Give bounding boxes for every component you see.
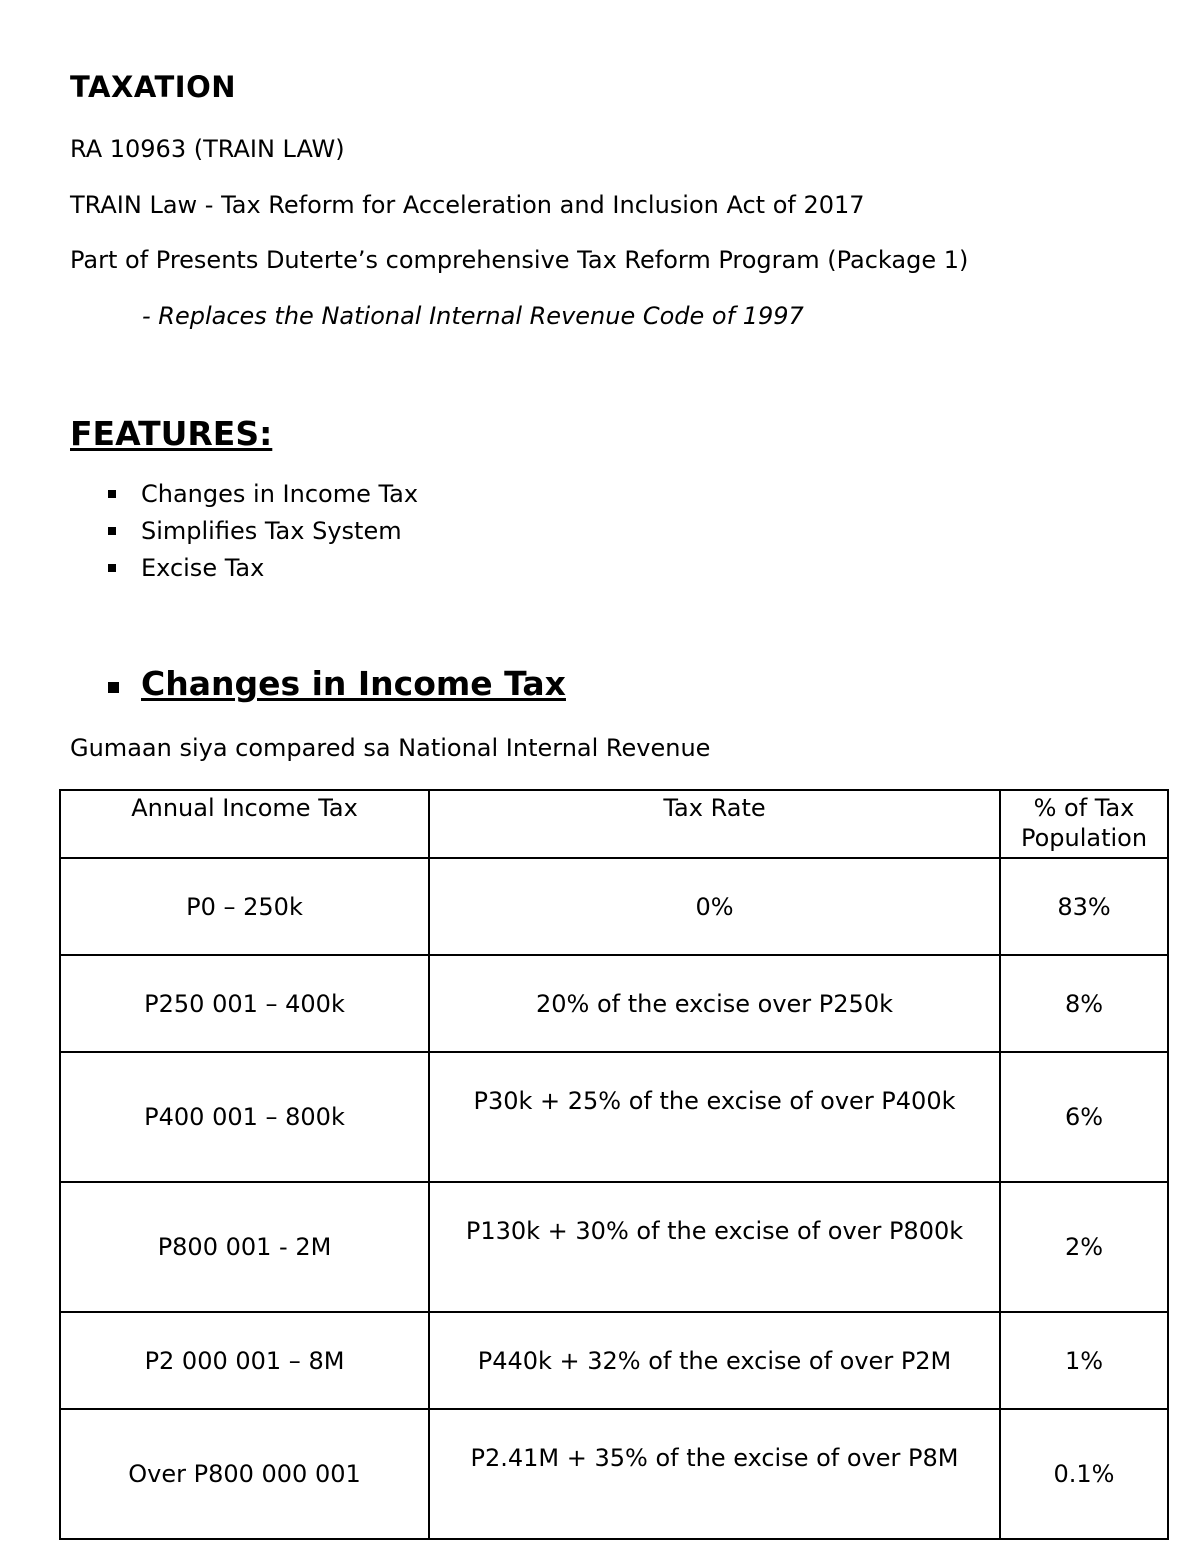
table-row: [60, 1052, 1168, 1182]
income-tax-table: [59, 789, 1169, 1540]
table-header-row: [60, 790, 1168, 858]
population-share-cell: 2%: [1000, 1182, 1168, 1312]
program-description: Part of Presents Duterte’s comprehensive Tax Reform Program (Package 1): [70, 246, 969, 274]
table-row: [60, 1182, 1168, 1312]
tax-rate-cell: P30k + 25% of the excise of over P400k: [429, 1052, 1000, 1182]
income-bracket-cell: P250 001 – 400k: [60, 955, 429, 1052]
column-header-tax-rate: Tax Rate: [429, 790, 1000, 858]
document-title: TAXATION: [70, 70, 237, 104]
list-item-label: Changes in Income Tax: [141, 480, 419, 508]
table-row: [60, 955, 1168, 1052]
tax-rate-cell: P440k + 32% of the excise of over P2M: [429, 1312, 1000, 1409]
population-share-cell: 0.1%: [1000, 1409, 1168, 1539]
section-heading-text: Changes in Income Tax: [141, 664, 566, 703]
law-reference: RA 10963 (TRAIN LAW): [70, 135, 345, 163]
table-row: [60, 1312, 1168, 1409]
population-share-cell: 1%: [1000, 1312, 1168, 1409]
column-header-annual-income: Annual Income Tax: [60, 790, 429, 858]
list-item-label: Simplifies Tax System: [141, 517, 402, 545]
population-share-cell: 8%: [1000, 955, 1168, 1052]
income-bracket-cell: P800 001 - 2M: [60, 1182, 429, 1312]
replacement-note: - Replaces the National Internal Revenue Code of 1997: [142, 302, 804, 330]
section-heading: [0, 664, 800, 710]
tax-rate-cell: P130k + 30% of the excise of over P800k: [429, 1182, 1000, 1312]
tax-rate-cell: 20% of the excise over P250k: [429, 955, 1000, 1052]
population-share-cell: 83%: [1000, 858, 1168, 955]
table-row: [60, 1409, 1168, 1539]
square-bullet-icon: [108, 564, 116, 572]
square-bullet-icon: [108, 490, 116, 498]
income-bracket-cell: Over P800 000 001: [60, 1409, 429, 1539]
tax-rate-cell: P2.41M + 35% of the excise of over P8M: [429, 1409, 1000, 1539]
tax-rate-cell: 0%: [429, 858, 1000, 955]
population-share-cell: 6%: [1000, 1052, 1168, 1182]
law-full-name: TRAIN Law - Tax Reform for Acceleration and Inclusion Act of 2017: [70, 191, 865, 219]
features-heading: FEATURES:: [70, 414, 273, 453]
column-header-tax-population: % of Tax Population: [1000, 790, 1168, 858]
list-item-label: Excise Tax: [141, 554, 265, 582]
table-row: [60, 858, 1168, 955]
section-intro: Gumaan siya compared sa National Internal Revenue: [70, 734, 711, 762]
square-bullet-icon: [108, 682, 119, 693]
income-bracket-cell: P0 – 250k: [60, 858, 429, 955]
square-bullet-icon: [108, 527, 116, 535]
income-bracket-cell: P2 000 001 – 8M: [60, 1312, 429, 1409]
income-bracket-cell: P400 001 – 800k: [60, 1052, 429, 1182]
